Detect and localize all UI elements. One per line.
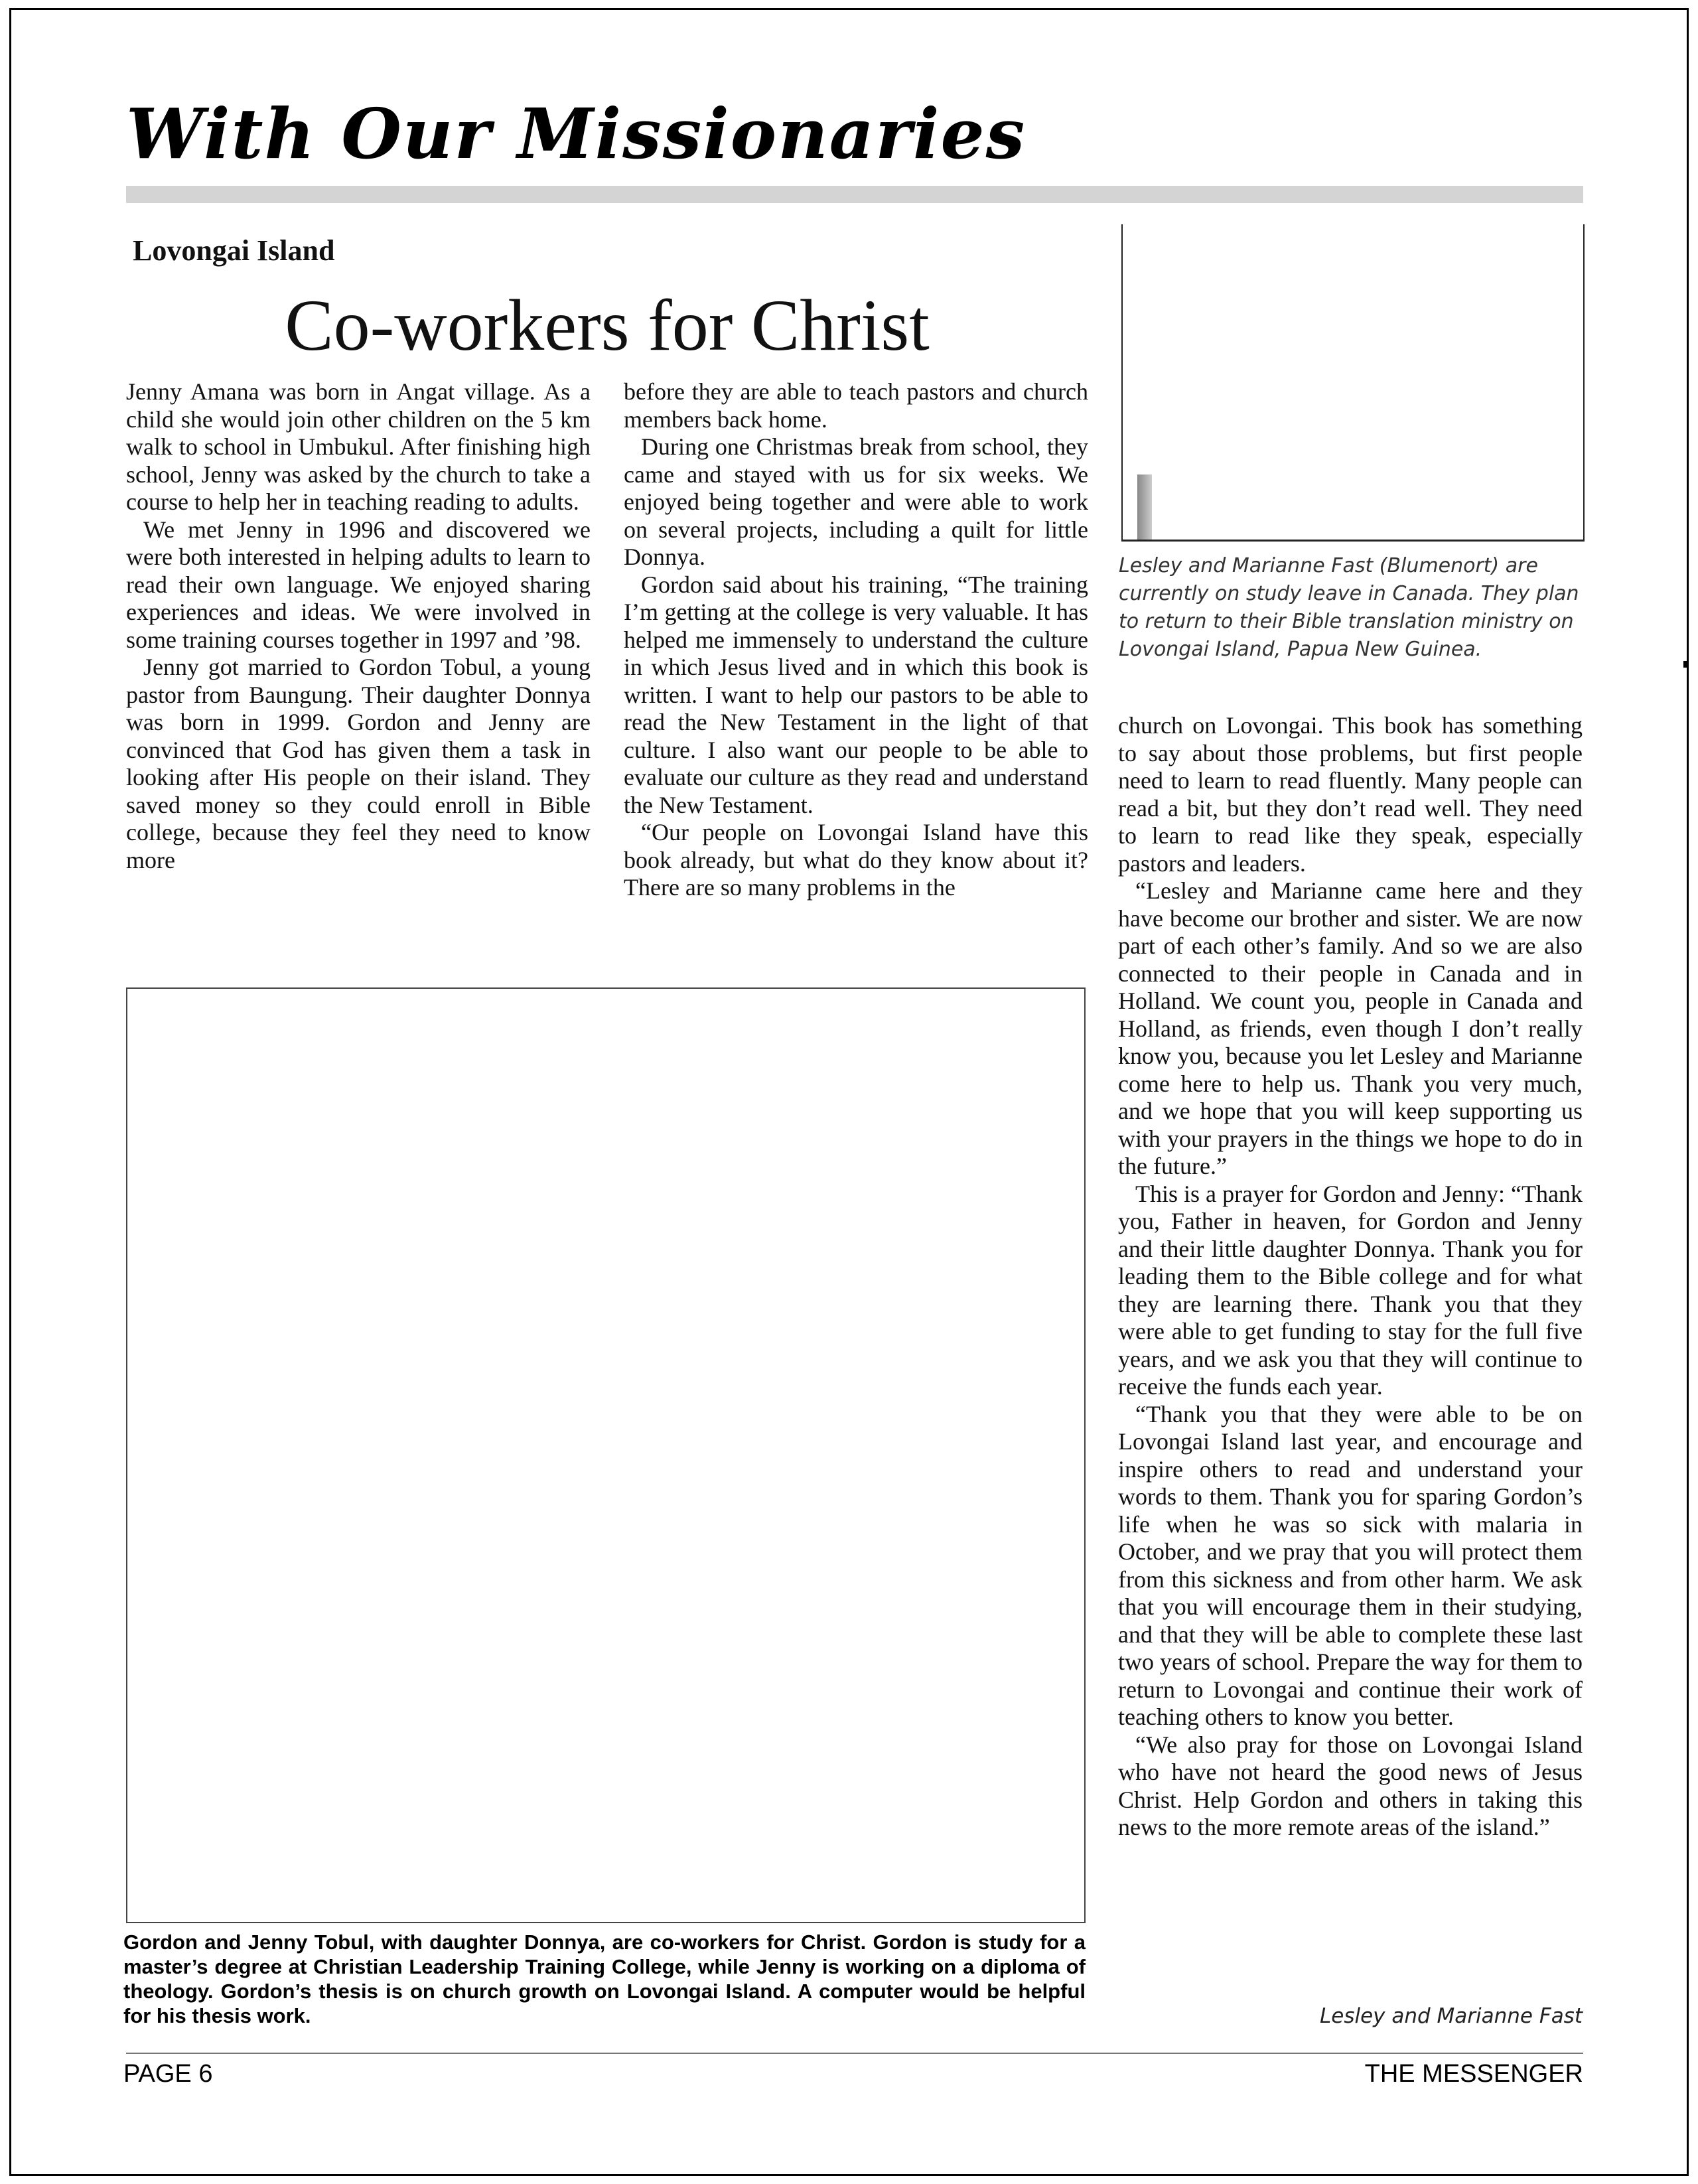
paragraph: Jenny Amana was born in Angat village. As a child she would join other children on the 5 km walk to school in Umbukul. After finishing high school, Jenny was asked by the church to take a course to help her in teaching reading to adults. bbox=[126, 378, 591, 515]
missionaries-photo-caption: Lesley and Marianne Fast (Blumenort) are currently on study leave in Canada. They plan to return to their Bible translation ministry on Lovongai Island, Papua New Guinea. bbox=[1119, 554, 1579, 661]
article-column-3 bbox=[1118, 712, 1583, 1842]
paragraph: Jenny got married to Gordon Tobul, a young pastor from Baungung. Their daughter Donnya was born in 1999. Gordon and Jenny are convinced that God has given them a task in looking after His people on their island. They saved money so they could enroll in Bible college, because they feel they need to know more bbox=[126, 654, 591, 873]
paragraph: before they are able to teach pastors and church members back home. bbox=[624, 378, 1088, 433]
footer-divider bbox=[126, 2053, 1583, 2054]
paragraph: We met Jenny in 1996 and discovered we were both interested in helping adults to learn to read their own language. We enjoyed sharing experiences and ideas. We were involved in some training courses together in 1997 and ’98. bbox=[126, 516, 591, 653]
article-location: Lovongai Island bbox=[133, 234, 335, 267]
paragraph: “Lesley and Marianne came here and they have become our brother and sister. We are now part of each other’s family. And so we are also connected to their people in Canada and in Holland. We count you, people in Canada and Holland, as friends, even though I don’t really know you, because you let Lesley and Marianne come here to help us. Thank you very much, and we hope that you will keep supporting us with your prayers in the things we hope to do in the future.” bbox=[1118, 877, 1583, 1179]
family-photo-caption: Gordon and Jenny Tobul, with daughter Donnya, are co-workers for Christ. Gordon is study for a master’s degree at Christian Leadership Training College, while Jenny is working on a diploma of theology. Gordon’s thesis is on church growth on Lovongai Island. A computer would be helpful for his thesis work. bbox=[123, 1930, 1086, 2027]
paragraph: Gordon said about his training, “The training I’m getting at the college is very valuable. It has helped me immensely to understand the culture in which Jesus lived and in which this book is written. I want to help our pastors to be able to read the New Testament in the light of that culture. I also want our people to be able to evaluate our culture as they read and understand the New Testament. bbox=[624, 571, 1088, 818]
missionaries-photo bbox=[1121, 224, 1585, 542]
article-byline: Lesley and Marianne Fast bbox=[1319, 2004, 1583, 2028]
paragraph: This is a prayer for Gordon and Jenny: “Thank you, Father in heaven, for Gordon and Jenny and their little daughter Donnya. Thank you for leading them to the Bible college and for what they are learning there. Thank you that they were able to get funding to stay for the full five years, and we ask you that they will continue to receive the funds each year. bbox=[1118, 1180, 1583, 1400]
article-column-1 bbox=[126, 378, 591, 874]
paragraph: During one Christmas break from school, they came and stayed with us for six weeks. We enjoyed being together and were able to work on several projects, including a quilt for little Donnya. bbox=[624, 433, 1088, 570]
paragraph: “Our people on Lovongai Island have this book already, but what do they know about it? There are so many problems in the bbox=[624, 819, 1088, 901]
photo-fragment bbox=[1137, 474, 1152, 540]
family-photo bbox=[126, 987, 1086, 1923]
paragraph: “Thank you that they were able to be on Lovongai Island last year, and encourage and inspire others to read and understand your words to them. Thank you for sparing Gordon’s life when he was so sick with malaria in October, and we pray that you will protect them from this sickness and from other harm. We ask that you will encourage them in their studying, and that they will be able to complete these last two years of school. Prepare the way for them to return to Lovongai and continue their work of teaching others to know you better. bbox=[1118, 1400, 1583, 1730]
publication-name: THE MESSENGER bbox=[1364, 2060, 1583, 2088]
paragraph: church on Lovongai. This book has something to say about those problems, but first people need to learn to read fluently. Many people can read a bit, but they don’t read well. They need to learn to read like they speak, especially pastors and leaders. bbox=[1118, 712, 1583, 877]
paragraph: “We also pray for those on Lovongai Island who have not heard the good news of Jesus Christ. Help Gordon and others in taking this news to the more remote areas of the island.” bbox=[1118, 1731, 1583, 1840]
section-header-title: With Our Missionaries bbox=[126, 93, 1026, 175]
header-divider bbox=[126, 186, 1583, 203]
page-number: PAGE 6 bbox=[123, 2060, 213, 2088]
article-title: Co-workers for Christ bbox=[285, 285, 930, 366]
article-column-2 bbox=[624, 378, 1088, 902]
scan-mark bbox=[1683, 661, 1689, 668]
